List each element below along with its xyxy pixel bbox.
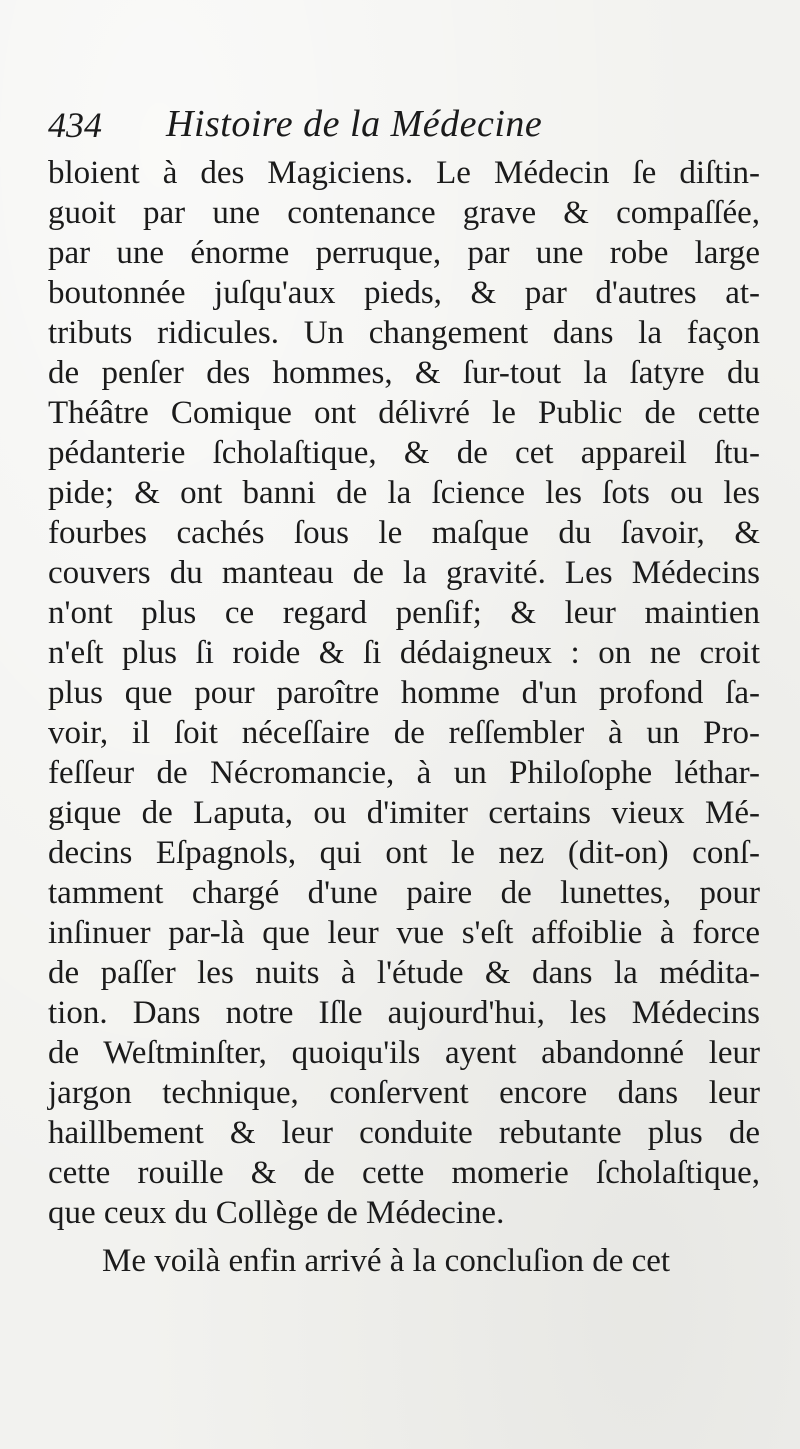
text-line: de Weſtminſter, quoiqu'ils ayent abandonné leur [48, 1035, 760, 1071]
text-line: Théâtre Comique ont délivré le Public de cette [48, 395, 760, 431]
running-title: Histoire de la Médecine [166, 103, 543, 145]
text-line: jargon technique, conſervent encore dans leur [48, 1075, 760, 1111]
page-header [48, 100, 760, 150]
text-line: Me voilà enfin arrivé à la concluſion de cet [102, 1243, 671, 1279]
text-line: tributs ridicules. Un changement dans la façon [48, 315, 760, 351]
text-line: haillbement & leur conduite rebutante plus de [48, 1115, 760, 1151]
text-line: pédanterie ſcholaſtique, & de cet appareil ſtu- [48, 435, 760, 471]
paragraph-gap [48, 1233, 760, 1241]
paragraph [48, 153, 760, 1233]
text-line: de paſſer les nuits à l'étude & dans la médita- [48, 955, 760, 991]
paragraph [48, 1241, 760, 1281]
text-line: n'ont plus ce regard penſif; & leur maintien [48, 595, 760, 631]
text-line: plus que pour paroître homme d'un profond ſa- [48, 675, 760, 711]
text-line: tamment chargé d'une paire de lunettes, pour [48, 875, 760, 911]
text-line: decins Eſpagnols, qui ont le nez (dit-on) conſ- [48, 835, 760, 871]
text-line: que ceux du Collège de Médecine. [48, 1195, 505, 1231]
text-line: bloient à des Magiciens. Le Médecin ſe diſtin- [48, 155, 760, 191]
text-line: cette rouille & de cette momerie ſcholaſtique, [48, 1155, 760, 1191]
text-line: boutonnée juſqu'aux pieds, & par d'autres at- [48, 275, 760, 311]
text-line: feſſeur de Nécromancie, à un Philoſophe léthar- [48, 755, 760, 791]
text-line: voir, il ſoit néceſſaire de reſſembler à un Pro- [48, 715, 760, 751]
text-line: de penſer des hommes, & ſur-tout la ſatyre du [48, 355, 760, 391]
body-text [48, 153, 760, 1281]
text-line: pide; & ont banni de la ſcience les ſots ou les [48, 475, 760, 511]
text-line: gique de Laputa, ou d'imiter certains vieux Mé- [48, 795, 760, 831]
text-line: tion. Dans notre Iſle aujourd'hui, les Médecins [48, 995, 760, 1031]
text-line: couvers du manteau de la gravité. Les Médecins [48, 555, 760, 591]
text-line: guoit par une contenance grave & compaſſée, [48, 195, 760, 231]
page-number: 434 [48, 105, 102, 145]
text-line: par une énorme perruque, par une robe large [48, 235, 760, 271]
text-line: fourbes cachés ſous le maſque du ſavoir, & [48, 515, 760, 551]
text-line: inſinuer par-là que leur vue s'eſt affoiblie à force [48, 915, 760, 951]
text-line: n'eſt plus ſi roide & ſi dédaigneux : on ne croit [48, 635, 760, 671]
